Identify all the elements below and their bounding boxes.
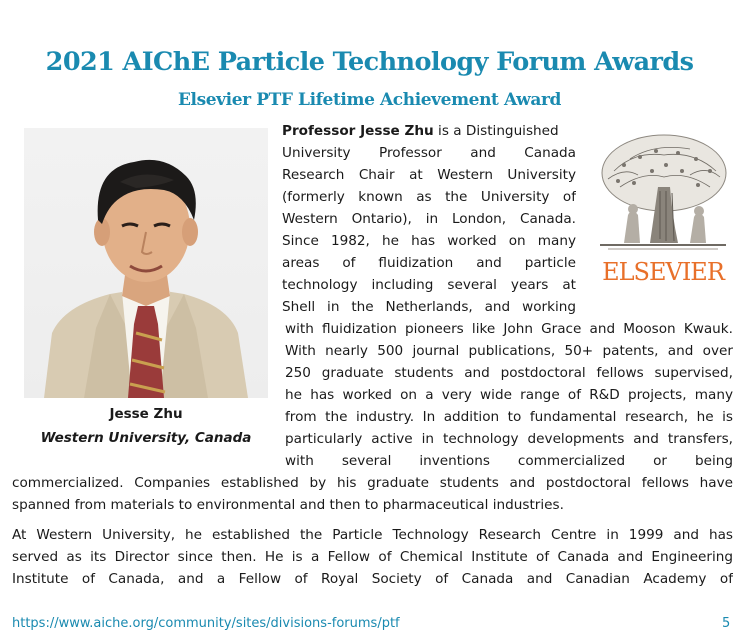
body-line: areas of fluidization and particle xyxy=(282,255,576,271)
body-line: Western Ontario), in London, Canada. xyxy=(282,211,576,227)
footer-link[interactable]: https://www.aiche.org/community/sites/divisions-forums/ptf xyxy=(12,616,400,631)
body-line-text: is a Distinguished xyxy=(433,123,559,139)
body-line: Research Chair at Western University xyxy=(282,167,576,183)
body-line: Shell in the Netherlands, and working xyxy=(282,299,576,315)
award-subtitle: Elsevier PTF Lifetime Achievement Award xyxy=(177,90,562,110)
page-title: 2021 AIChE Particle Technology Forum Awards xyxy=(45,47,694,77)
body-line: At Western University, he established the Particle Technology Research Centre in 1999 and has xyxy=(12,527,733,543)
elsevier-wordmark: ELSEVIER xyxy=(602,258,724,286)
body-line: from the industry. In addition to fundamental research, he is xyxy=(285,409,733,425)
portrait-photo xyxy=(24,128,268,398)
body-line: served as its Director since then. He is a Fellow of Chemical Institute of Canada and Engineering xyxy=(12,549,733,565)
body-line xyxy=(282,121,576,141)
elsevier-tree-icon xyxy=(594,131,732,255)
body-line: technology including several years at xyxy=(282,277,576,293)
body-line: With nearly 500 journal publications, 50+ patents, and over xyxy=(285,343,733,359)
body-line: (formerly known as the University of xyxy=(282,189,576,205)
body-line: with several inventions commercialized or being xyxy=(285,453,733,469)
photo-caption-name: Jesse Zhu xyxy=(109,406,183,422)
body-line: spanned from materials to environmental and then to pharmaceutical industries. xyxy=(12,497,564,513)
body-line: University Professor and Canada xyxy=(282,145,576,161)
lead-name: Professor Jesse Zhu xyxy=(282,123,434,139)
body-line: particularly active in technology developments and transfers, xyxy=(285,431,733,447)
body-line: commercialized. Companies established by his graduate students and postdoctoral fellows have xyxy=(12,475,733,491)
body-line: he has worked on a very wide range of R&D projects, many xyxy=(285,387,733,403)
body-line: with fluidization pioneers like John Grace and Mooson Kwauk. xyxy=(285,321,733,337)
body-line: 250 graduate students and postdoctoral fellows supervised, xyxy=(285,365,733,381)
body-line: Institute of Canada, and a Fellow of Royal Society of Canada and Canadian Academy of xyxy=(12,571,733,587)
photo-caption-affiliation: Western University, Canada xyxy=(40,430,252,446)
body-line: Since 1982, he has worked on many xyxy=(282,233,576,249)
portrait-illustration xyxy=(24,128,268,398)
page-number: 5 xyxy=(722,616,731,631)
